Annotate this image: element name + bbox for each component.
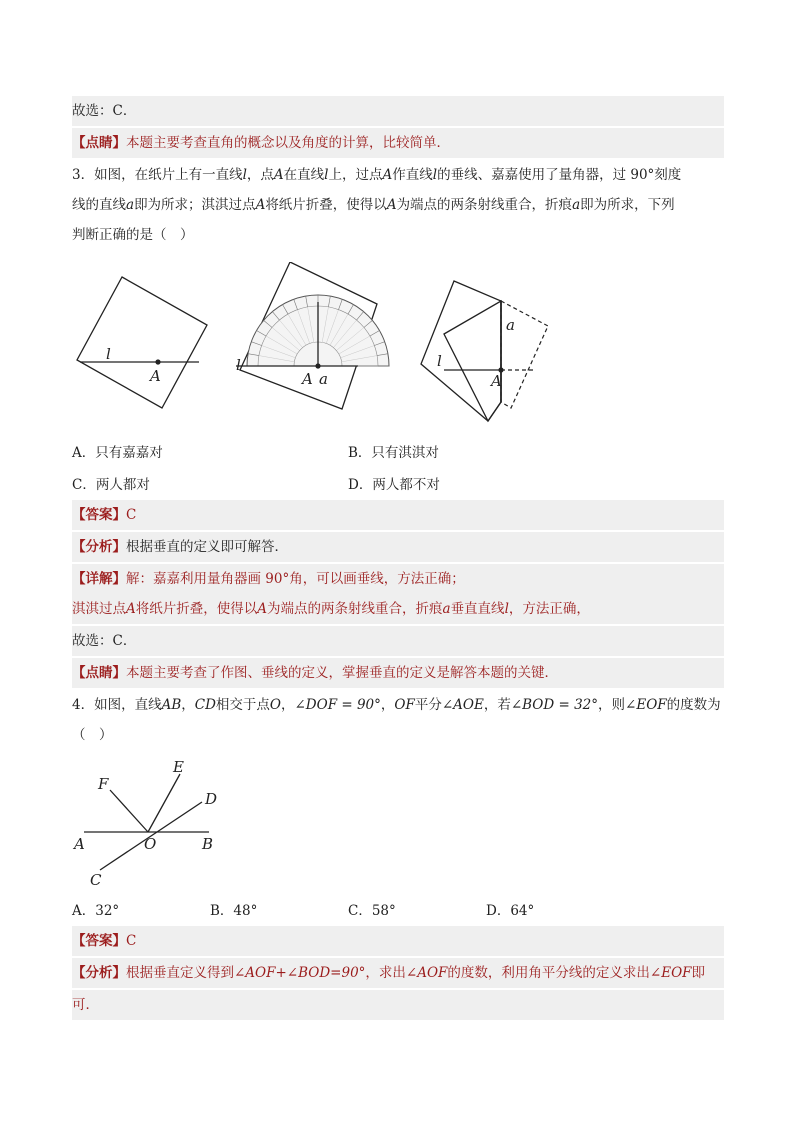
q4-stem-text: 相交于点	[215, 697, 270, 713]
detail-text: 垂直直线	[450, 601, 505, 617]
label-a: a	[319, 370, 328, 388]
label-C: C	[90, 871, 102, 889]
var-CD: CD	[194, 697, 216, 713]
label-l: l	[437, 352, 442, 370]
comment-text: 本题主要考查了作图、垂线的定义，掌握垂直的定义是解答本题的关键．	[126, 665, 558, 681]
label-B: B	[202, 835, 214, 853]
q3-stem-text: 的垂线、嘉嘉使用了量角器，过 90°刻度	[437, 167, 682, 183]
q4-stem-text: 的度数为	[666, 697, 721, 713]
point-A	[315, 363, 320, 368]
q4-stem-line-1	[72, 690, 724, 720]
q3-figure-1-svg	[72, 270, 217, 415]
label-D: D	[205, 790, 218, 808]
q4-stem-text: ，	[281, 697, 295, 713]
var-A: A	[382, 167, 393, 183]
label-A: A	[491, 372, 502, 390]
label-E: E	[173, 758, 184, 776]
analysis-text: 的度数，利用角平分线的定义求出	[447, 965, 650, 981]
paper-flap	[444, 301, 501, 421]
detail-text: ，方法正确，	[508, 601, 590, 617]
detail-tag: 【详解】	[72, 571, 126, 587]
label-A: A	[150, 367, 161, 385]
var-l: l	[432, 167, 438, 183]
q3-stem-line-2	[72, 190, 724, 220]
angle-DOF: ∠DOF = 90°	[294, 697, 381, 713]
choice-text: 故选：C．	[72, 633, 137, 649]
q3-comment-line	[72, 658, 724, 688]
analysis-tag: 【分析】	[72, 539, 126, 555]
q4-stem-text: 平分	[414, 697, 442, 713]
var-l: l	[242, 167, 247, 183]
q4-figure	[72, 758, 232, 890]
q4-analysis-line-2	[72, 990, 724, 1020]
var-a: a	[442, 601, 451, 617]
detail-text: 解：嘉嘉利用量角器画 90°角，可以画垂线，方法正确；	[126, 571, 465, 587]
var-A: A	[255, 197, 266, 213]
answer-tag: 【答案】	[72, 507, 126, 523]
var-O: O	[269, 697, 281, 713]
var-a: a	[126, 197, 135, 213]
q4-stem-line-2	[72, 720, 724, 750]
q3-answer-line	[72, 500, 724, 530]
label-O: O	[144, 835, 157, 853]
comment-tag: 【点睛】	[72, 665, 126, 681]
q4-stem-text: （ ）	[72, 727, 113, 743]
var-AB: AB	[161, 697, 182, 713]
q2-comment: 本题主要考查直角的概念以及角度的计算，比较简单．	[126, 135, 450, 151]
q4-stem-text: ，	[380, 697, 395, 713]
q3-stem-text: 判断正确的是（ ）	[72, 227, 194, 243]
q3-figure-3-svg	[416, 276, 556, 424]
q4-figure-svg	[72, 758, 232, 890]
answer-value: C	[126, 933, 137, 949]
label-l: l	[106, 345, 111, 363]
var-A: A	[386, 197, 397, 213]
q3-figure-3	[416, 276, 556, 424]
label-A: A	[74, 835, 85, 853]
var-l: l	[504, 601, 509, 617]
q3-stem-text: 为端点的两条射线重合，折痕	[396, 197, 573, 213]
q4-answer-line	[72, 926, 724, 956]
q2-comment-line	[72, 128, 724, 158]
analysis-text: 即	[691, 965, 706, 981]
q3-stem-line-3	[72, 220, 724, 250]
q4-analysis-line	[72, 958, 724, 988]
point-A	[155, 359, 160, 364]
var-A: A	[126, 601, 136, 617]
analysis-expr: ∠AOF+∠BOD=90°	[234, 965, 366, 981]
q3-stem-text: 线的直线	[72, 197, 126, 213]
analysis-tag: 【分析】	[72, 965, 126, 981]
q3-stem-text: 即为所求，下列	[580, 197, 675, 213]
q3-stem-text: 作直线	[392, 167, 433, 183]
q4-stem-text: ，若	[483, 697, 511, 713]
analysis-text: 根据垂直定义得到	[126, 965, 234, 981]
var-l: l	[324, 167, 329, 183]
q3-figure-1	[72, 270, 217, 415]
q3-stem-line-1	[72, 160, 724, 190]
ray-OE	[148, 774, 180, 832]
var-OF: OF	[394, 697, 415, 713]
analysis-text: 根据垂直的定义即可解答．	[126, 539, 288, 555]
var-a: a	[572, 197, 581, 213]
q3-option-a[interactable]: A．只有嘉嘉对	[72, 445, 163, 461]
q4-option-d[interactable]: D．64°	[486, 903, 535, 919]
q4-option-a[interactable]: A．32°	[72, 903, 120, 919]
q3-option-c[interactable]: C．两人都对	[72, 477, 150, 493]
q3-detail-line-2	[72, 594, 724, 624]
q3-stem-text: 在直线	[283, 167, 325, 183]
var-A: A	[257, 601, 267, 617]
label-a: a	[506, 316, 515, 334]
q3-stem-text: ，点	[246, 167, 274, 183]
q3-choice-line	[72, 626, 724, 656]
analysis-text: ，求出	[365, 965, 406, 981]
angle-EOF: ∠EOF	[625, 697, 667, 713]
q3-stem-text: 3．如图，在纸片上有一直线	[72, 167, 243, 183]
q3-option-d[interactable]: D．两人都不对	[348, 477, 440, 493]
label-A: A	[302, 370, 313, 388]
q4-option-b[interactable]: B．48°	[210, 903, 258, 919]
q3-option-b[interactable]: B．只有淇淇对	[348, 445, 439, 461]
q2-comment-tag: 【点睛】	[72, 135, 126, 151]
q3-analysis-line	[72, 532, 724, 562]
angle-EOF: ∠EOF	[649, 965, 692, 981]
q4-stem-text: ，	[181, 697, 195, 713]
angle-AOF: ∠AOF	[405, 965, 448, 981]
paper-square	[77, 277, 207, 408]
detail-text: 将纸片折叠，使得以	[135, 601, 258, 617]
label-F: F	[98, 775, 109, 793]
q3-figure-2	[232, 262, 398, 422]
q3-stem-text: 即为所求；淇淇过点	[134, 197, 256, 213]
detail-text: 淇淇过点	[72, 601, 126, 617]
ray-OF	[110, 790, 148, 832]
answer-value: C	[126, 507, 137, 523]
answer-tag: 【答案】	[72, 933, 126, 949]
q4-option-c[interactable]: C．58°	[348, 903, 396, 919]
q2-choice-line	[72, 96, 724, 126]
q2-choice: 故选：C．	[72, 103, 137, 119]
label-l: l	[236, 356, 241, 374]
angle-BOD: ∠BOD = 32°	[510, 697, 599, 713]
q3-stem-text: 将纸片折叠，使得以	[265, 197, 387, 213]
q4-stem-text: 4．如图，直线	[72, 697, 162, 713]
q3-stem-text: 上，过点	[328, 167, 383, 183]
analysis-text: 可．	[72, 997, 99, 1013]
q3-detail-line	[72, 564, 724, 594]
q3-figure-2-svg	[232, 262, 398, 422]
paper-folded	[421, 281, 501, 421]
q4-stem-text: ，则	[598, 697, 626, 713]
detail-text: 为端点的两条射线重合，折痕	[267, 601, 443, 617]
angle-AOE: ∠AOE	[441, 697, 484, 713]
var-A: A	[273, 167, 284, 183]
